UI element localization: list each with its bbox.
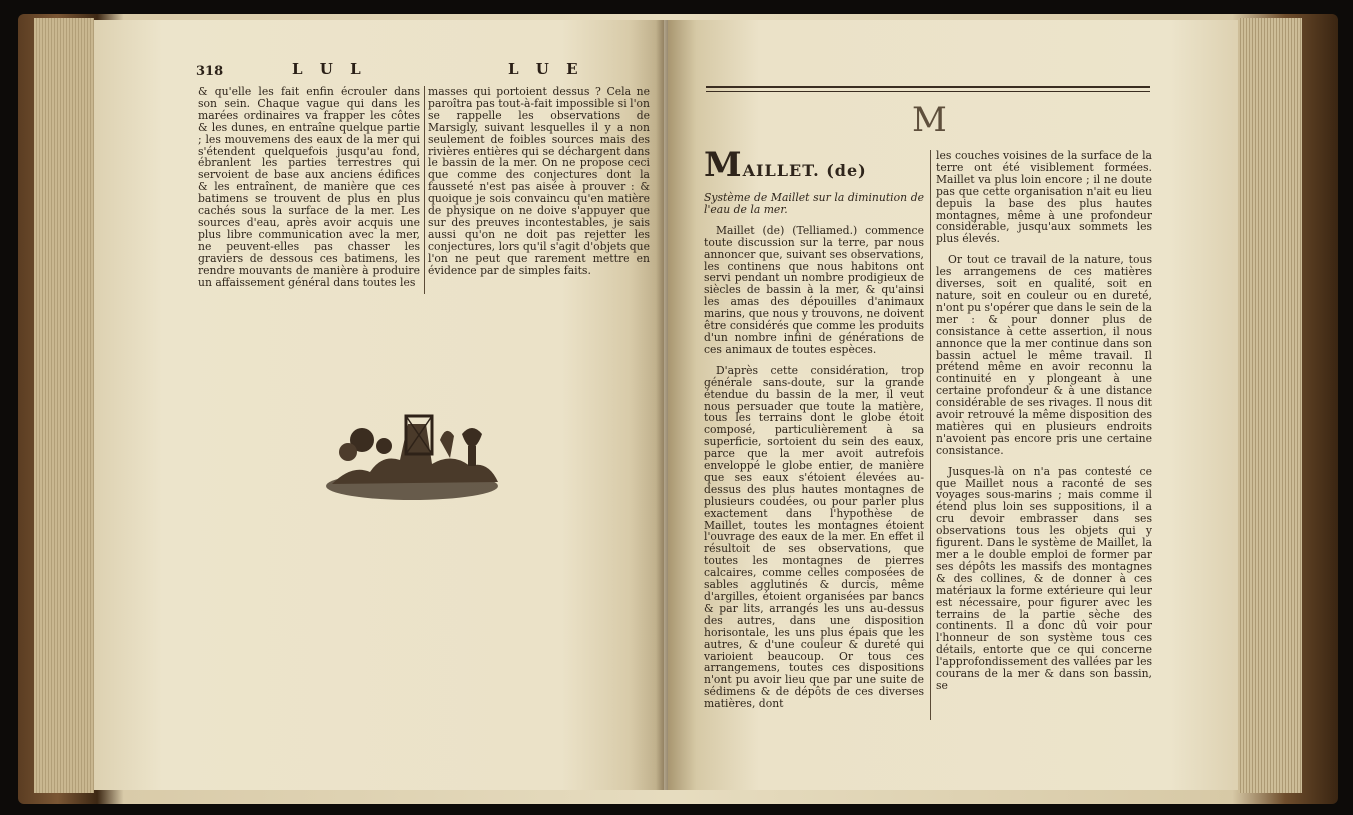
- right-col2-paragraph-1: les couches voisines de la surface de la terre ont été visiblement formées. Maillet va plus loin encore ; il ne doute pas que cette organisation n'ait eu lieu depuis la base des plus hautes montagnes, même à une profondeur considérable, jusqu'aux sommets les plus élevés.: [936, 150, 1152, 246]
- entry-title-initial: M: [704, 150, 743, 185]
- header-rule-top: [706, 86, 1150, 88]
- right-col1-paragraph-2: D'après cette considération, trop générale sans-doute, sur la grande étendue du bassin de la mer, il veut nous persuader que toute la matière, tous les terrains dont le globe étoit composé, particulièrement à sa superficie, sortoient du sein des eaux, parce que la mer avoit autrefois enveloppé le globe entier, de manière que ses eaux s'étoient élevées au-dessus des plus hautes montagnes de plusieurs coudées, ou pour parler plus exactement dans l'hypothèse de Maillet, toutes les montagnes étoient l'ouvrage des eaux de la mer. En effet il résultoit de ses observations, que toutes les montagnes de pierres calcaires, comme celles composées de sables agglutinés & durcis, même d'argilles, étoient organisées par bancs & par lits, arrangés les uns au-dessus des autres, dans une disposition horisontale, les uns plus épais que les autres, & d'une couleur & dureté qui varioient beaucoup. Or tous ces arrangemens, toutes ces dispositions n'ont pu avoir lieu que par une suite de sédimens & de dépôts de ces diverses matières, dont: [704, 363, 924, 711]
- column-divider-left: [424, 86, 425, 294]
- running-head-left: L U L: [292, 60, 367, 78]
- entry-subtitle: Système de Maillet sur la diminution de l'eau de la mer.: [704, 191, 924, 216]
- right-col2-paragraph-2: Or tout ce travail de la nature, tous les arrangemens de ces matières diverses, soit en qualité, soit en nature, soit en couleur ou en dureté, n'ont pu s'opérer que dans le sein de la mer : & pour donner plus de consistance à cette assertion, il nous annonce que la mer continue dans son bassin actuel le même travail. Il prétend même en avoir reconnu la continuité en y plongeant à une certaine profondeur & à une distance considérable de ses rivages. Il nous dit avoir retrouvé la même disposition des matières qui en plusieurs endroits n'avoient pas encore pris une certaine consistance.: [936, 253, 1152, 457]
- right-col2-paragraph-3: Jusques-là on n'a pas contesté ce que Maillet nous a raconté de ses voyages sous-marins ; mais comme il étend plus loin ses suppositions, il a cru devoir embrasser dans ses observations tous les objets qui y figurent. Dans le système de Maillet, la mer a le double emploi de former par ses dépôts les massifs des montagnes & des collines, & de donner à ces matériaux la forme extérieure qui leur est nécessaire, pour figurer avec les terrains de la partie sèche des continents. Il a donc dû voir pour l'honneur de son système tous ces détails, entorte que ce qui concerne l'approfondissement des vallées par les courans de la mer & dans son bassin, se: [936, 464, 1152, 692]
- running-head-right: L U E: [508, 60, 584, 78]
- right-column-1: [704, 150, 924, 720]
- column-divider-right: [930, 150, 931, 720]
- right-col1-paragraph-1: Maillet (de) (Telliamed.) commence toute discussion sur la terre, par nous annoncer que, suivant ses observations, les continens que nous habitons ont servi pendant un nombre prodigieux de siècles de bassin à la mer, & qu'ainsi les amas des dépouilles d'animaux marins, que nous y trouvons, ne doivent être considérés que comme les produits d'un nombre infini de générations de ces animaux de toutes espèces.: [704, 223, 924, 356]
- left-page-edges: [34, 18, 94, 793]
- entry-title-rest: AILLET. (de): [742, 161, 867, 180]
- left-column-1: [198, 86, 420, 306]
- right-page-edges: [1238, 18, 1302, 793]
- left-column-2: [428, 86, 650, 306]
- header-rule-bottom: [706, 91, 1150, 92]
- woodcut-vignette: [322, 394, 502, 506]
- section-letter: M: [912, 100, 947, 140]
- right-column-2: [936, 150, 1152, 720]
- entry-title: [704, 150, 924, 185]
- left-column-2-text: masses qui portoient dessus ? Cela ne paroîtra pas tout-à-fait impossible si l'on se rappelle les observations de Marsigly, suivant lesquelles il y a non seulement de foibles sources mais des rivières entières qui se déchargent dans le bassin de la mer. On ne propose ceci que comme des conjectures dont la fausseté n'est pas aisée à prouver : & quoique je sois convaincu qu'en matière de physique on ne doive s'appuyer que sur des preuves incontestables, je sais aussi qu'on ne doit pas rejetter les conjectures, lors qu'il s'agit d'objets que l'on ne peut que rarement mettre en évidence par de simples faits.: [428, 86, 650, 277]
- left-column-1-text: & qu'elle les fait enfin écrouler dans son sein. Chaque vague qui dans les marées ordinaires va frapper les côtes & les dunes, en entraîne quelque partie ; les mouvemens des eaux de la mer qui s'étendent quelquefois jusqu'au fond, ébranlent les parties terrestres qui servoient de base aux anciens édifices & les entraînent, de manière que ces batimens se trouvent de plus en plus cachés sous la surface de la mer. Les sources d'eau, après avoir acquis une plus libre communication avec la mer, ne peuvent-elles pas chasser les graviers de dessous ces batimens, les rendre mouvants de manière à produire un affaissement général dans toutes les: [198, 86, 420, 289]
- page-number: 318: [196, 64, 224, 79]
